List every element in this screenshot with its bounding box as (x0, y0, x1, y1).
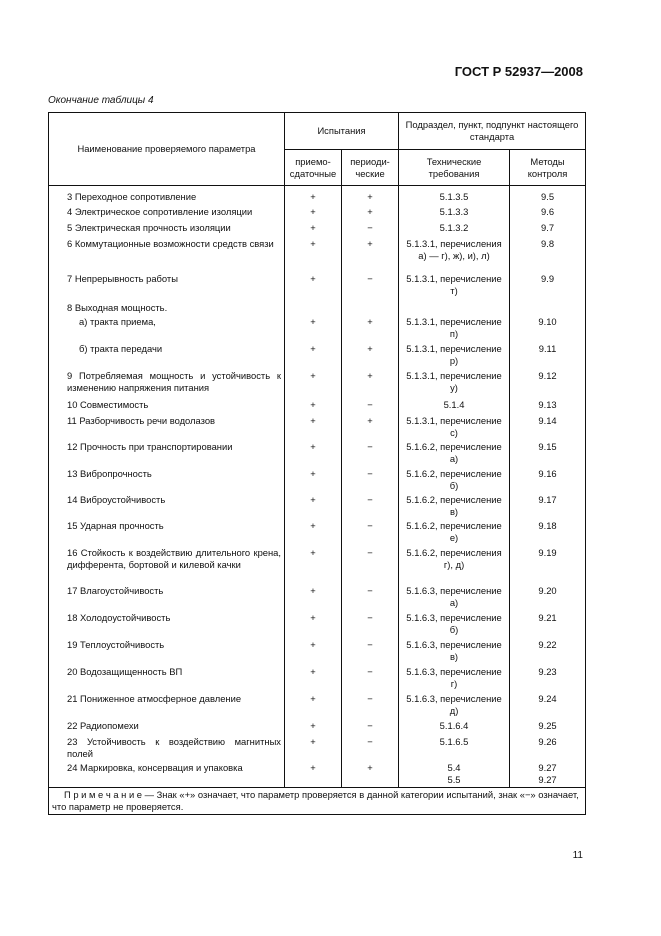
requirements-cell: 5.1.3.2 (399, 221, 510, 237)
acceptance-cell: + (285, 584, 342, 611)
requirements-cell: 5.1.3.1, перечисление у) (399, 369, 510, 398)
header-periodic: периоди-ческие (342, 150, 399, 186)
parameter-name-cell: 14 Виброустойчивость (49, 493, 285, 519)
acceptance-cell: + (285, 519, 342, 546)
table-row (49, 237, 586, 272)
periodic-cell: + (342, 342, 399, 369)
periodic-cell: + (342, 761, 399, 788)
acceptance-cell: + (285, 467, 342, 493)
methods-cell: 9.16 (510, 467, 586, 493)
periodic-cell: + (342, 414, 399, 440)
requirements-cell: 5.4 5.5 (399, 761, 510, 788)
methods-cell: 9.15 (510, 440, 586, 467)
requirements-cell: 5.1.3.1, перечисления а) — г), ж), и), л) (399, 237, 510, 272)
methods-cell: 9.18 (510, 519, 586, 546)
methods-cell: 9.11 (510, 342, 586, 369)
acceptance-cell (285, 301, 342, 315)
table-row (49, 493, 586, 519)
periodic-cell: − (342, 584, 399, 611)
parameter-name-cell: 12 Прочность при транспортировании (49, 440, 285, 467)
methods-cell: 9.17 (510, 493, 586, 519)
table-row (49, 638, 586, 665)
table-row (49, 301, 586, 315)
acceptance-cell: + (285, 665, 342, 692)
methods-cell: 9.5 (510, 186, 586, 205)
parameter-name-cell: 8 Выходная мощность. (49, 301, 285, 315)
parameter-name-cell: 24 Маркировка, консервация и упаковка (49, 761, 285, 788)
table-row (49, 369, 586, 398)
acceptance-cell: + (285, 221, 342, 237)
requirements-cell: 5.1.6.2, перечисление а) (399, 440, 510, 467)
requirements-cell: 5.1.4 (399, 398, 510, 414)
table-note: П р и м е ч а н и е — Знак «+» означает, что параметр проверяется в данной категории испытаний, знак «−» означает, что параметр не проверяется. (49, 787, 586, 814)
methods-cell: 9.20 (510, 584, 586, 611)
note-row (49, 787, 586, 814)
requirements-cell: 5.1.6.3, перечисление г) (399, 665, 510, 692)
acceptance-cell: + (285, 414, 342, 440)
table-row (49, 584, 586, 611)
parameter-name-cell: 22 Радиопомехи (49, 719, 285, 735)
periodic-cell: + (342, 237, 399, 272)
table-row (49, 205, 586, 221)
table-row (49, 719, 586, 735)
acceptance-cell: + (285, 611, 342, 638)
requirements-cell: 5.1.6.4 (399, 719, 510, 735)
table-row (49, 611, 586, 638)
acceptance-cell: + (285, 493, 342, 519)
parameter-name-cell: 21 Пониженное атмосферное давление (49, 692, 285, 719)
requirements-cell: 5.1.3.3 (399, 205, 510, 221)
methods-cell: 9.12 (510, 369, 586, 398)
acceptance-cell: + (285, 761, 342, 788)
methods-cell: 9.19 (510, 546, 586, 584)
acceptance-cell: + (285, 638, 342, 665)
requirements-cell: 5.1.6.2, перечисления г), д) (399, 546, 510, 584)
parameter-name-cell: 9 Потребляемая мощность и устойчивость к изменению напряжения питания (49, 369, 285, 398)
parameter-name-cell: 5 Электрическая прочность изоляции (49, 221, 285, 237)
parameter-name-cell: 17 Влагоустойчивость (49, 584, 285, 611)
table-row (49, 342, 586, 369)
parameter-name-cell: а) тракта приема, (49, 315, 285, 342)
periodic-cell: − (342, 692, 399, 719)
page-number: 11 (572, 850, 583, 861)
acceptance-cell: + (285, 315, 342, 342)
table-row (49, 467, 586, 493)
methods-cell: 9.27 9.27 (510, 761, 586, 788)
header-parameter-name: Наименование проверяемого параметра (49, 113, 285, 186)
acceptance-cell: + (285, 186, 342, 205)
requirements-cell: 5.1.6.2, перечисление е) (399, 519, 510, 546)
acceptance-cell: + (285, 205, 342, 221)
periodic-cell: − (342, 735, 399, 761)
methods-cell: 9.7 (510, 221, 586, 237)
methods-cell: 9.21 (510, 611, 586, 638)
periodic-cell: − (342, 719, 399, 735)
methods-cell: 9.23 (510, 665, 586, 692)
table-row (49, 735, 586, 761)
acceptance-cell: + (285, 692, 342, 719)
parameter-name-cell: 4 Электрическое сопротивление изоляции (49, 205, 285, 221)
parameter-name-cell: 7 Непрерывность работы (49, 272, 285, 301)
acceptance-cell: + (285, 546, 342, 584)
periodic-cell: − (342, 638, 399, 665)
periodic-cell: − (342, 221, 399, 237)
acceptance-cell: + (285, 735, 342, 761)
requirements-cell: 5.1.3.1, перечисление т) (399, 272, 510, 301)
table-row (49, 398, 586, 414)
periodic-cell: − (342, 665, 399, 692)
header-requirements: Технические требования (399, 150, 510, 186)
parameters-table (48, 112, 586, 815)
periodic-cell: − (342, 467, 399, 493)
methods-cell: 9.9 (510, 272, 586, 301)
table-row (49, 692, 586, 719)
periodic-cell: − (342, 493, 399, 519)
periodic-cell: − (342, 546, 399, 584)
parameter-name-cell: 11 Разборчивость речи водолазов (49, 414, 285, 440)
methods-cell: 9.24 (510, 692, 586, 719)
parameter-name-cell: 6 Коммутационные возможности средств связи (49, 237, 285, 272)
acceptance-cell: + (285, 342, 342, 369)
requirements-cell: 5.1.3.1, перечисление р) (399, 342, 510, 369)
parameter-name-cell: 18 Холодоустойчивость (49, 611, 285, 638)
table-row (49, 186, 586, 205)
acceptance-cell: + (285, 237, 342, 272)
acceptance-cell: + (285, 272, 342, 301)
header-methods: Методы контроля (510, 150, 586, 186)
header-subsection: Подраздел, пункт, подпункт настоящего стандарта (399, 113, 586, 150)
table-row (49, 665, 586, 692)
periodic-cell: − (342, 398, 399, 414)
methods-cell: 9.26 (510, 735, 586, 761)
parameter-name-cell: 20 Водозащищенность ВП (49, 665, 285, 692)
methods-cell: 9.22 (510, 638, 586, 665)
document-id: ГОСТ Р 52937—2008 (454, 64, 583, 79)
parameter-name-cell: б) тракта передачи (49, 342, 285, 369)
methods-cell: 9.10 (510, 315, 586, 342)
acceptance-cell: + (285, 398, 342, 414)
periodic-cell: − (342, 611, 399, 638)
periodic-cell: − (342, 440, 399, 467)
acceptance-cell: + (285, 440, 342, 467)
periodic-cell (342, 301, 399, 315)
requirements-cell: 5.1.6.3, перечисление в) (399, 638, 510, 665)
acceptance-cell: + (285, 719, 342, 735)
requirements-cell (399, 301, 510, 315)
periodic-cell: + (342, 369, 399, 398)
table-row (49, 414, 586, 440)
methods-cell (510, 301, 586, 315)
methods-cell: 9.14 (510, 414, 586, 440)
periodic-cell: + (342, 186, 399, 205)
periodic-cell: − (342, 519, 399, 546)
parameter-name-cell: 23 Устойчивость к воздействию магнитных полей (49, 735, 285, 761)
parameter-name-cell: 15 Ударная прочность (49, 519, 285, 546)
requirements-cell: 5.1.3.1, перечисление п) (399, 315, 510, 342)
header-acceptance: приемо-сдаточные (285, 150, 342, 186)
table-row (49, 440, 586, 467)
parameter-name-cell: 3 Переходное сопротивление (49, 186, 285, 205)
methods-cell: 9.13 (510, 398, 586, 414)
periodic-cell: + (342, 205, 399, 221)
requirements-cell: 5.1.6.3, перечисление б) (399, 611, 510, 638)
table-row (49, 315, 586, 342)
table-row (49, 221, 586, 237)
table-row (49, 519, 586, 546)
periodic-cell: − (342, 272, 399, 301)
requirements-cell: 5.1.3.1, перечисление с) (399, 414, 510, 440)
acceptance-cell: + (285, 369, 342, 398)
methods-cell: 9.6 (510, 205, 586, 221)
requirements-cell: 5.1.6.5 (399, 735, 510, 761)
periodic-cell: + (342, 315, 399, 342)
parameter-name-cell: 10 Совместимость (49, 398, 285, 414)
requirements-cell: 5.1.3.5 (399, 186, 510, 205)
requirements-cell: 5.1.6.3, перечисление д) (399, 692, 510, 719)
methods-cell: 9.25 (510, 719, 586, 735)
table-caption: Окончание таблицы 4 (48, 95, 154, 106)
requirements-cell: 5.1.6.2, перечисление в) (399, 493, 510, 519)
table-row (49, 761, 586, 788)
table-row (49, 546, 586, 584)
parameter-name-cell: 13 Вибропрочность (49, 467, 285, 493)
requirements-cell: 5.1.6.3, перечисление а) (399, 584, 510, 611)
methods-cell: 9.8 (510, 237, 586, 272)
table-row (49, 272, 586, 301)
requirements-cell: 5.1.6.2, перечисление б) (399, 467, 510, 493)
header-tests: Испытания (285, 113, 399, 150)
parameter-name-cell: 16 Стойкость к воздействию длительного крена, дифферента, бортовой и килевой качки (49, 546, 285, 584)
parameter-name-cell: 19 Теплоустойчивость (49, 638, 285, 665)
